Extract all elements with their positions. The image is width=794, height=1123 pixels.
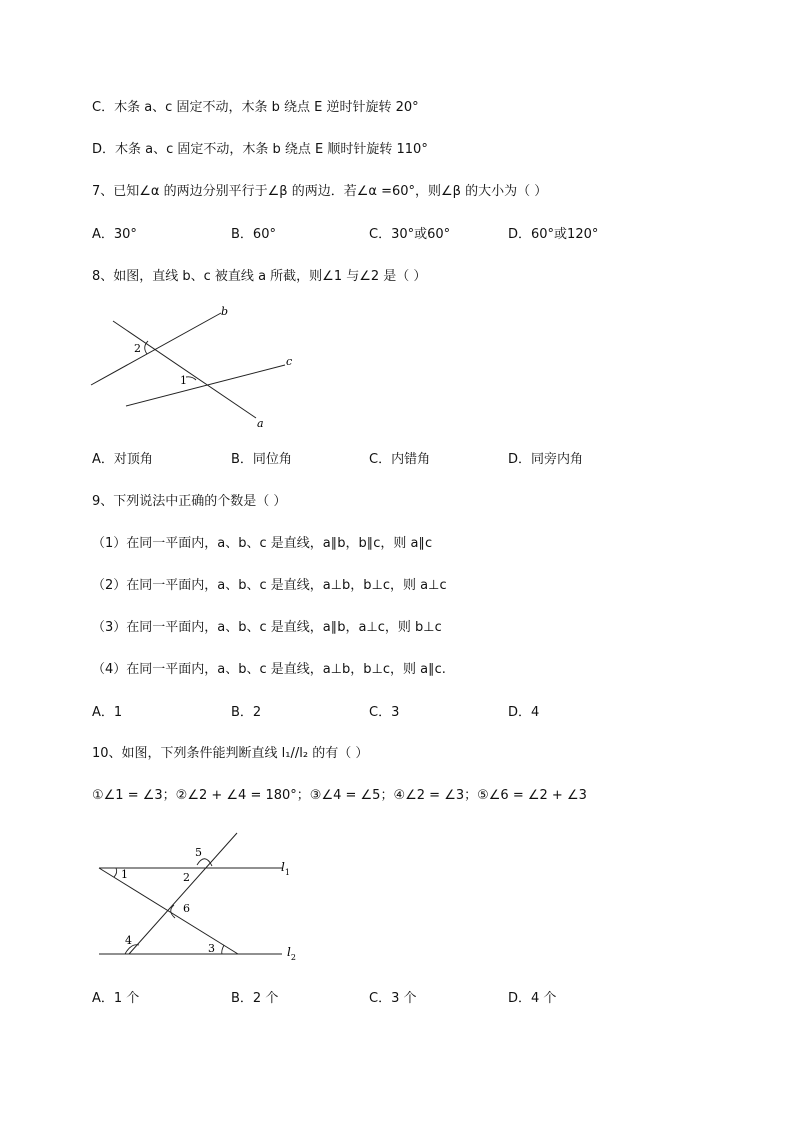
- angle-1-arc: [186, 377, 196, 380]
- label-l1: [281, 860, 290, 877]
- label-l2: [287, 945, 296, 962]
- q9-option-d: D．4: [508, 705, 540, 720]
- q9-stem: 9、下列说法中正确的个数是（ ）: [92, 494, 287, 509]
- label-6: 6: [183, 902, 190, 915]
- q10-option-c: C．3 个: [369, 991, 417, 1006]
- label-3: 3: [208, 942, 215, 955]
- label-1: 1: [121, 868, 128, 881]
- q8-option-c: C．内错角: [369, 452, 431, 467]
- label-b: b: [221, 305, 229, 318]
- label-2: 2: [134, 342, 141, 355]
- q10-option-d: D．4 个: [508, 991, 557, 1006]
- label-l1-sub: 1: [284, 868, 290, 877]
- line-b: [91, 313, 221, 385]
- q9-option-c: C．3: [369, 705, 400, 720]
- q7-stem: 7、已知∠α 的两边分别平行于∠β 的两边．若∠α =60°，则∠β 的大小为（ ）: [92, 184, 548, 199]
- label-l1-letter: l: [281, 860, 285, 874]
- label-c: c: [286, 355, 293, 368]
- q9-statement-3: （3）在同一平面内，a、b、c 是直线，a∥b，a⊥c，则 b⊥c: [92, 620, 442, 635]
- q7-option-b: B．60°: [231, 227, 276, 242]
- line-c: [126, 365, 285, 406]
- label-1: 1: [180, 374, 187, 387]
- angle-3-arc: [222, 945, 224, 954]
- q8-option-a: A．对顶角: [92, 452, 153, 467]
- q10-figure: [95, 830, 310, 965]
- q9-statement-2: （2）在同一平面内，a、b、c 是直线，a⊥b，b⊥c，则 a⊥c: [92, 578, 447, 593]
- q10-option-b: B．2 个: [231, 991, 279, 1006]
- q10-stem: 10、如图，下列条件能判断直线 l₁//l₂ 的有（ ）: [92, 746, 369, 761]
- q9-option-b: B．2: [231, 705, 262, 720]
- q7-option-c: C．30°或60°: [369, 227, 451, 242]
- q9-statement-1: （1）在同一平面内，a、b、c 是直线，a∥b，b∥c，则 a∥c: [92, 536, 433, 551]
- label-4: 4: [125, 934, 132, 947]
- q10-conditions: ①∠1 = ∠3；②∠2 + ∠4 = 180°；③∠4 = ∠5；④∠2 = ∠3；⑤∠6 = ∠2 + ∠3: [92, 788, 587, 803]
- q7-option-d: D．60°或120°: [508, 227, 599, 242]
- label-2: 2: [183, 871, 190, 884]
- angle-1-arc: [114, 868, 117, 877]
- transversal-rising: [129, 833, 237, 954]
- label-a: a: [257, 417, 264, 430]
- q7-option-a: A．30°: [92, 227, 137, 242]
- q6-option-d: D．木条 a、c 固定不动，木条 b 绕点 E 顺时针旋转 110°: [92, 142, 428, 157]
- q9-option-a: A．1: [92, 705, 123, 720]
- q9-statement-4: （4）在同一平面内，a、b、c 是直线，a⊥b，b⊥c，则 a∥c.: [92, 662, 446, 677]
- q8-option-d: D．同旁内角: [508, 452, 584, 467]
- q8-stem: 8、如图，直线 b、c 被直线 a 所截，则∠1 与∠2 是（ ）: [92, 269, 427, 284]
- label-5: 5: [195, 846, 202, 859]
- q8-option-b: B．同位角: [231, 452, 292, 467]
- angle-5-arc: [197, 859, 212, 866]
- label-l2-letter: l: [287, 945, 291, 959]
- q10-option-a: A．1 个: [92, 991, 140, 1006]
- transversal-falling: [99, 868, 238, 954]
- label-l2-sub: 2: [290, 953, 296, 962]
- q6-option-c: C．木条 a、c 固定不动，木条 b 绕点 E 逆时针旋转 20°: [92, 100, 419, 115]
- q8-figure: [88, 300, 308, 435]
